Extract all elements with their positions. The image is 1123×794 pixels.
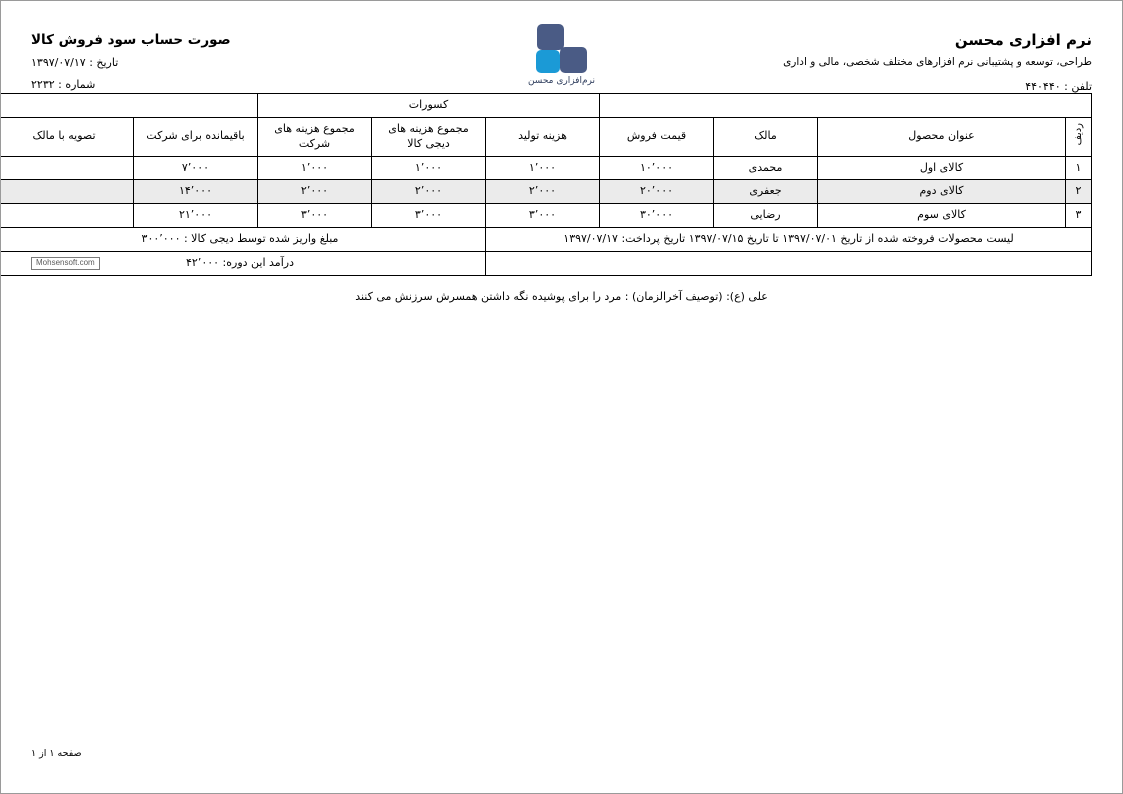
footer-quote: علی (ع): (توصیف آخرالزمان) : مرد را برای پوشیده نگه داشتن همسرش سرزنش می کنند (355, 289, 768, 303)
footer-period-line: لیست محصولات فروخته شده از تاریخ ۱۳۹۷/۰۷/۰۱ تا تاریخ ۱۳۹۷/۰۷/۱۵ تاریخ پرداخت: ۱۳۹۷/۰۷/۱۷ (486, 228, 1092, 252)
cell-product-title: کالای دوم (818, 180, 1066, 204)
company-phone-label: تلفن : (1064, 79, 1092, 93)
page-number-footer: صفحه ۱ از ۱ (31, 748, 82, 759)
cell-company-costs-total: ۲٬۰۰۰ (257, 180, 371, 204)
company-phone-value: ۴۴۰۴۴۰ (1025, 79, 1061, 93)
cell-row-index: ۳ (1066, 204, 1092, 228)
logo-square-accent-icon (536, 50, 560, 73)
document-date-value: ۱۳۹۷/۰۷/۱۷ (31, 56, 86, 70)
company-subtitle: طراحی، توسعه و پشتیبانی نرم افزارهای مختلف شخصی، مالی و اداری (783, 55, 1092, 68)
column-header-sale-price: قیمت فروش (600, 117, 714, 156)
logo-square-top-icon (537, 24, 564, 50)
cell-owner: محمدی (714, 156, 818, 180)
cell-sale-price: ۳۰٬۰۰۰ (600, 204, 714, 228)
document-date (31, 55, 231, 72)
column-header-settlement-with-owner: تصویه با مالک (0, 117, 133, 156)
logo-square-bottom-right-icon (560, 47, 587, 73)
cell-digi-costs-total: ۳٬۰۰۰ (372, 204, 486, 228)
company-name: نرم افزاری محسن (954, 31, 1092, 49)
document-header (31, 19, 1092, 93)
table-group-header-row (0, 94, 1092, 118)
column-header-product-title: عنوان محصول (818, 117, 1066, 156)
document-date-label: تاریخ : (89, 56, 119, 70)
table-footer-row-income (0, 251, 1092, 275)
logo-mark-icon (533, 24, 591, 74)
table-row (0, 156, 1092, 180)
table-column-header-row (0, 117, 1092, 156)
cell-remaining-for-company: ۱۴٬۰۰۰ (133, 180, 257, 204)
cell-company-costs-total: ۳٬۰۰۰ (257, 204, 371, 228)
column-header-remaining-for-company: باقیمانده برای شرکت (133, 117, 257, 156)
cell-owner: رضایی (714, 204, 818, 228)
company-phone (783, 79, 1092, 95)
cell-settlement-with-owner (0, 180, 133, 204)
column-header-digi-costs-total: مجموع هزینه های دیجی کالا (372, 117, 486, 156)
table-footer-row-period (0, 228, 1092, 252)
cell-company-costs-total: ۱٬۰۰۰ (257, 156, 371, 180)
cell-owner: جعفری (714, 180, 818, 204)
document-number-value: ۲۲۳۲ (31, 77, 55, 91)
cell-production-cost: ۳٬۰۰۰ (486, 204, 600, 228)
table-head (0, 94, 1092, 157)
group-header-blank-left (0, 94, 257, 118)
cell-settlement-with-owner (0, 204, 133, 228)
document-number (31, 77, 231, 94)
group-header-blank-right (600, 94, 1092, 118)
cell-digi-costs-total: ۱٬۰۰۰ (372, 156, 486, 180)
document-sheet (1, 1, 1122, 303)
watermark-badge: Mohsensoft.com (31, 257, 100, 270)
cell-row-index: ۱ (1066, 156, 1092, 180)
table-foot (0, 228, 1092, 276)
cell-remaining-for-company: ۷٬۰۰۰ (133, 156, 257, 180)
column-header-row-index (1066, 117, 1092, 156)
table-row (0, 204, 1092, 228)
cell-settlement-with-owner (0, 156, 133, 180)
cell-sale-price: ۲۰٬۰۰۰ (600, 180, 714, 204)
column-header-production-cost: هزینه تولید (486, 117, 600, 156)
column-header-owner: مالک (714, 117, 818, 156)
sales-profit-table (0, 93, 1092, 276)
footer-income-line: درآمد این دوره: ۴۲٬۰۰۰ (0, 251, 486, 275)
cell-product-title: کالای اول (818, 156, 1066, 180)
group-header-deductions: کسورات (257, 94, 599, 118)
company-block (783, 30, 1092, 95)
cell-product-title: کالای سوم (818, 204, 1066, 228)
cell-remaining-for-company: ۲۱٬۰۰۰ (133, 204, 257, 228)
document-title: صورت حساب سود فروش کالا (31, 32, 231, 48)
cell-row-index: ۲ (1066, 180, 1092, 204)
column-header-row-index-label: ردیف (1072, 123, 1084, 146)
table-body (0, 156, 1092, 228)
cell-digi-costs-total: ۲٬۰۰۰ (372, 180, 486, 204)
column-header-company-costs-total: مجموع هزینه های شرکت (257, 117, 371, 156)
document-meta-block (31, 30, 231, 93)
document-number-label: شماره : (58, 77, 96, 91)
cell-production-cost: ۱٬۰۰۰ (486, 156, 600, 180)
footer-blank-cell (486, 251, 1092, 275)
company-logo (507, 24, 617, 86)
footer-deposit-line: مبلغ واریز شده توسط دیجی کالا : ۳۰۰٬۰۰۰ (0, 228, 486, 252)
logo-text: نرم‌افزاری محسن (527, 76, 596, 86)
cell-sale-price: ۱۰٬۰۰۰ (600, 156, 714, 180)
table-row (0, 180, 1092, 204)
cell-production-cost: ۲٬۰۰۰ (486, 180, 600, 204)
